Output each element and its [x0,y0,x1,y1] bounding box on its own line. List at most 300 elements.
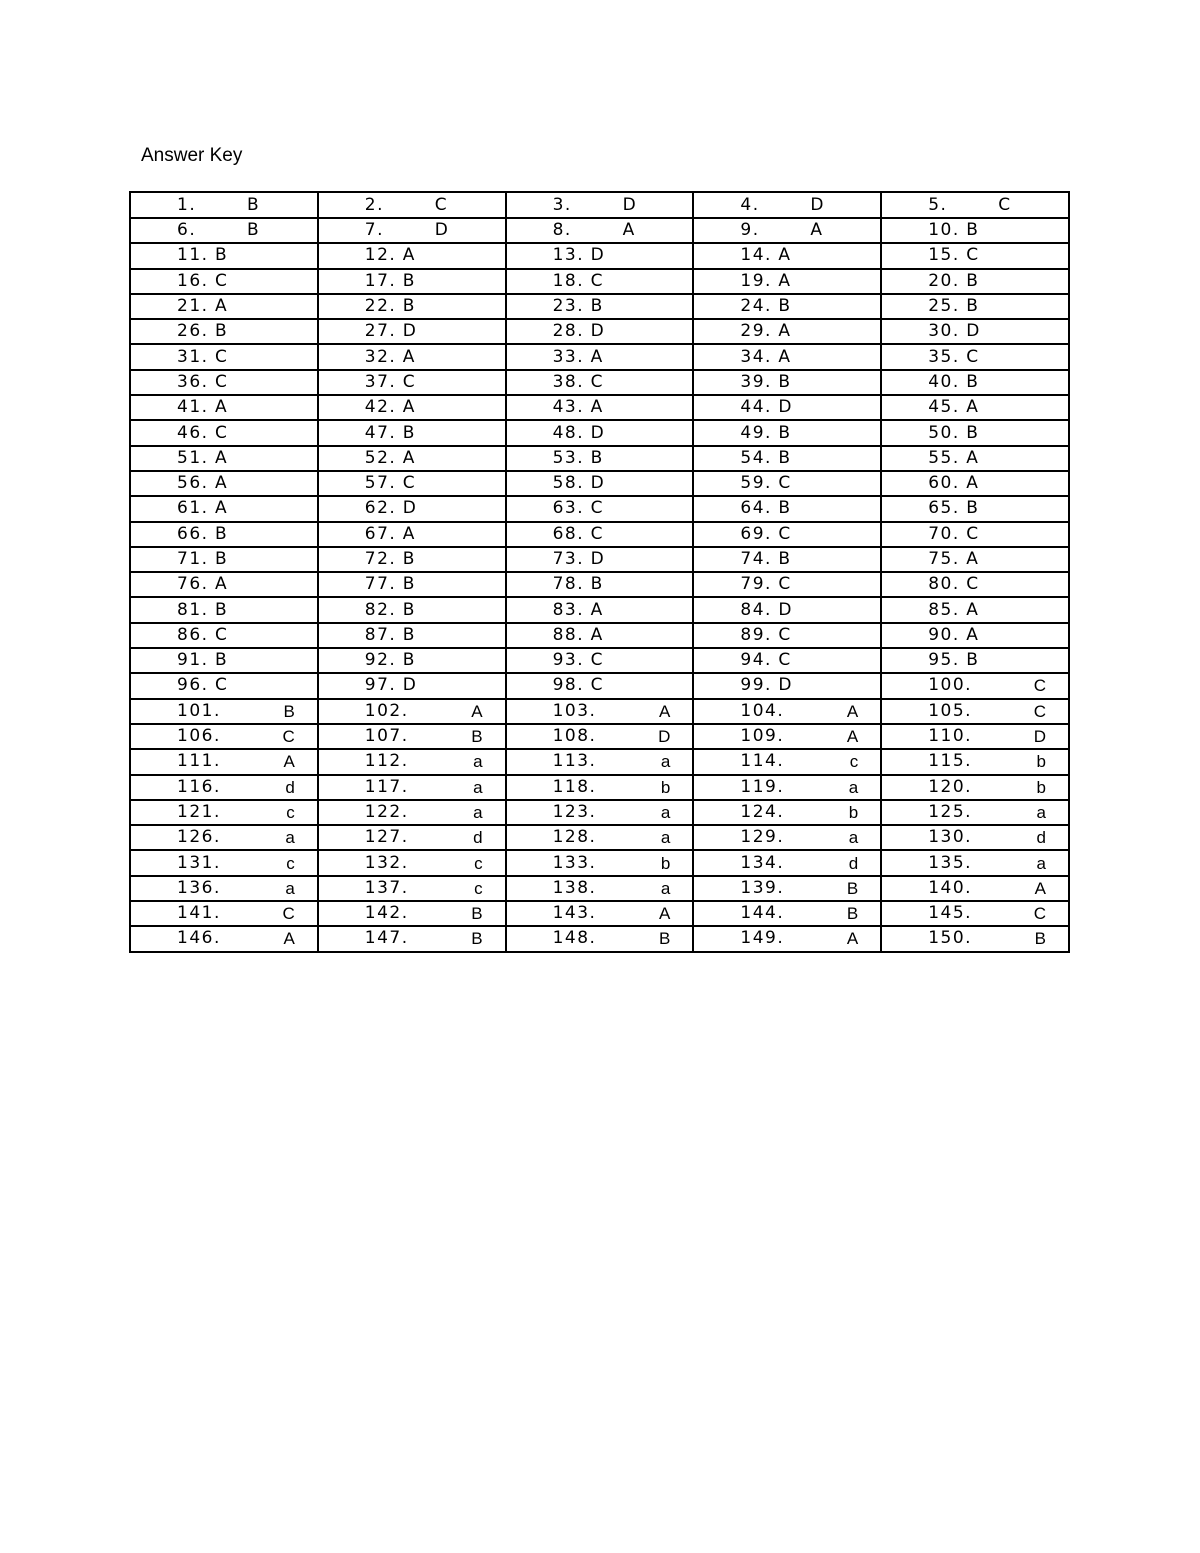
answer-letter: B [590,574,603,595]
answer-cell [130,825,318,850]
answer-letter: A [590,599,603,620]
answer-cell [318,319,506,344]
answer-cell [506,420,694,445]
answer-cell [881,926,1069,951]
question-number: 76. [177,574,209,595]
answer-cell [693,269,881,294]
answer-letter: C [282,727,295,747]
question-number: 127. [364,827,409,848]
answer-cell [693,597,881,622]
question-number: 55. [928,447,960,468]
question-number: 93. [552,650,585,671]
answer-letter: A [215,447,227,468]
question-number: 41. [177,397,209,418]
answer-letter: A [778,270,791,291]
answer-cell [881,825,1069,850]
answer-cell [130,699,318,724]
answer-cell [693,673,881,698]
answer-letter: A [966,397,978,418]
answer-cell [130,775,318,800]
answer-letter: A [846,727,859,747]
answer-cell [881,192,1069,218]
answer-cell [318,496,506,521]
question-number: 86. [177,624,209,645]
answer-letter: d [848,853,859,873]
answer-cell [318,370,506,395]
answer-cell [318,269,506,294]
question-number: 28. [552,321,585,342]
answer-letter: A [215,397,227,418]
question-number: 50. [928,422,960,443]
answer-cell [318,446,506,471]
answer-cell [130,572,318,597]
table-row [130,673,1069,698]
answer-cell [318,850,506,875]
answer-cell [130,446,318,471]
question-number: 118. [552,776,597,797]
question-number: 19. [740,270,772,291]
table-row [130,269,1069,294]
answer-cell [506,648,694,673]
answer-letter: A [1034,878,1046,898]
answer-letter: a [1036,802,1046,822]
question-number: 60. [928,473,960,494]
answer-letter: D [778,397,792,418]
question-number: 91. [177,650,209,671]
question-number: 29. [740,321,772,342]
answer-cell [130,243,318,268]
answer-letter: B [402,650,415,671]
answer-cell [693,724,881,749]
question-number: 97. [364,675,397,696]
question-number: 82. [364,599,397,620]
question-number: 16. [177,270,209,291]
answer-letter: A [966,473,978,494]
answer-letter: A [622,220,635,241]
answer-cell [881,572,1069,597]
answer-cell [318,749,506,774]
answer-letter: C [778,624,791,645]
answer-letter: A [590,346,603,367]
answer-letter: D [590,245,604,266]
question-number: 14. [740,245,772,266]
answer-cell [881,522,1069,547]
answer-letter: A [402,397,415,418]
question-number: 105. [928,700,973,721]
answer-letter: b [660,777,671,797]
answer-letter: C [778,473,791,494]
question-number: 6. [177,220,197,241]
question-number: 36. [177,371,209,392]
question-number: 10. [928,220,960,241]
answer-cell [506,269,694,294]
answer-letter: B [590,447,603,468]
answer-letter: D [622,194,636,215]
question-number: 113. [552,751,597,772]
question-number: 45. [928,397,960,418]
answer-letter: B [215,523,227,544]
answer-cell [318,344,506,369]
question-number: 2. [364,194,385,215]
answer-letter: a [285,828,295,848]
question-number: 73. [552,549,585,569]
answer-letter: B [846,878,859,898]
answer-cell [130,597,318,622]
answer-cell [506,547,694,572]
answer-cell [506,597,694,622]
table-row [130,775,1069,800]
answer-cell [693,243,881,268]
question-number: 130. [928,827,973,848]
question-number: 81. [177,599,209,620]
answer-letter: B [215,549,227,569]
answer-cell [318,218,506,243]
table-row [130,648,1069,673]
answer-letter: B [778,447,791,468]
answer-cell [506,850,694,875]
answer-cell [130,395,318,420]
answer-letter: b [1036,777,1046,797]
answer-cell [881,218,1069,243]
answer-letter: B [215,321,227,342]
answer-cell [506,800,694,825]
question-number: 27. [364,321,397,342]
answer-cell [693,800,881,825]
question-number: 1. [177,194,197,215]
table-row [130,319,1069,344]
question-number: 99. [740,675,772,696]
question-number: 87. [364,624,397,645]
answer-cell [318,673,506,698]
question-number: 100. [928,675,973,696]
table-row [130,496,1069,521]
answer-cell [693,446,881,471]
answer-cell [693,876,881,901]
question-number: 9. [740,220,760,241]
answer-key-table [129,191,1070,953]
answer-cell [318,294,506,319]
question-number: 110. [928,726,973,747]
answer-cell [130,926,318,951]
answer-letter: C [215,371,227,392]
answer-letter: A [215,574,227,595]
answer-letter: B [846,904,859,924]
answer-letter: C [590,650,603,671]
answer-letter: A [215,473,227,494]
answer-cell [506,192,694,218]
answer-cell [881,420,1069,445]
answer-letter: a [473,802,483,822]
answer-cell [693,370,881,395]
answer-cell [693,699,881,724]
question-number: 117. [364,776,409,797]
question-number: 131. [177,852,221,873]
answer-letter: A [590,397,603,418]
answer-cell [693,395,881,420]
question-number: 3. [552,194,572,215]
answer-letter: D [810,194,824,215]
answer-cell [881,901,1069,926]
table-row [130,294,1069,319]
answer-letter: A [402,447,415,468]
answer-cell [506,572,694,597]
answer-cell [506,673,694,698]
answer-letter: C [282,904,295,924]
table-row [130,825,1069,850]
answer-letter: B [402,574,415,595]
answer-letter: C [998,194,1011,215]
answer-letter: a [1036,853,1046,873]
answer-cell [881,471,1069,496]
question-number: 92. [364,650,397,671]
question-number: 140. [928,877,973,898]
answer-cell [130,876,318,901]
answer-cell [506,699,694,724]
answer-cell [318,420,506,445]
answer-letter: a [660,828,671,848]
answer-cell [881,648,1069,673]
question-number: 149. [740,928,785,949]
answer-letter: B [215,650,227,671]
answer-cell [130,850,318,875]
answer-cell [693,420,881,445]
question-number: 70. [928,523,960,544]
answer-letter: c [849,752,859,772]
answer-letter: D [590,422,604,443]
answer-letter: C [1033,701,1046,721]
answer-letter: A [402,245,415,266]
answer-letter: b [848,802,859,822]
answer-cell [881,597,1069,622]
answer-letter: B [1034,929,1046,949]
question-number: 71. [177,549,209,569]
answer-cell [506,344,694,369]
question-number: 4. [740,194,760,215]
answer-cell [693,547,881,572]
answer-cell [506,446,694,471]
question-number: 38. [552,371,585,392]
answer-cell [881,446,1069,471]
answer-cell [881,850,1069,875]
answer-cell [693,496,881,521]
answer-letter: D [1033,727,1046,747]
answer-cell [130,901,318,926]
answer-cell [318,699,506,724]
answer-letter: B [215,599,227,620]
question-number: 147. [364,928,409,949]
answer-cell [693,192,881,218]
question-number: 134. [740,852,785,873]
answer-cell [506,825,694,850]
answer-letter: C [215,346,227,367]
question-number: 25. [928,296,960,317]
question-number: 124. [740,801,785,822]
question-number: 72. [364,549,397,569]
answer-cell [881,395,1069,420]
answer-cell [318,901,506,926]
answer-letter: D [778,675,792,696]
question-number: 58. [552,473,585,494]
question-number: 68. [552,523,585,544]
answer-letter: B [402,624,415,645]
answer-cell [318,243,506,268]
question-number: 108. [552,726,597,747]
answer-letter: B [590,296,603,317]
question-number: 5. [928,194,948,215]
question-number: 77. [364,574,397,595]
question-number: 111. [177,751,221,772]
answer-cell [130,673,318,698]
answer-letter: B [247,194,259,215]
answer-letter: C [590,498,603,519]
question-number: 53. [552,447,585,468]
answer-letter: A [966,447,978,468]
question-number: 119. [740,776,785,797]
question-number: 84. [740,599,772,620]
answer-letter: B [778,296,791,317]
question-number: 37. [364,371,397,392]
answer-letter: D [434,220,448,241]
answer-letter: B [471,727,483,747]
answer-cell [318,572,506,597]
answer-letter: a [848,777,859,797]
answer-letter: a [285,878,295,898]
answer-cell [130,218,318,243]
answer-letter: C [966,245,979,266]
answer-letter: d [285,777,295,797]
answer-letter: C [1033,904,1046,924]
question-number: 39. [740,371,772,392]
answer-cell [693,471,881,496]
question-number: 144. [740,903,785,924]
answer-letter: D [658,727,671,747]
question-number: 62. [364,498,397,519]
question-number: 104. [740,700,785,721]
answer-letter: B [966,498,978,519]
answer-letter: A [966,599,978,620]
answer-letter: A [283,929,295,949]
answer-letter: A [659,701,671,721]
answer-cell [881,623,1069,648]
question-number: 89. [740,624,772,645]
question-number: 79. [740,574,772,595]
answer-cell [881,775,1069,800]
question-number: 57. [364,473,397,494]
question-number: 142. [364,903,409,924]
question-number: 146. [177,928,221,949]
table-row [130,218,1069,243]
answer-letter: B [778,498,791,519]
table-row [130,850,1069,875]
answer-cell [506,395,694,420]
question-number: 107. [364,726,409,747]
answer-letter: d [1036,828,1046,848]
question-number: 137. [364,877,409,898]
question-number: 23. [552,296,585,317]
answer-letter: c [474,878,483,898]
answer-cell [881,749,1069,774]
answer-letter: d [473,828,483,848]
question-number: 125. [928,801,973,822]
question-number: 67. [364,523,397,544]
table-row [130,800,1069,825]
answer-cell [506,522,694,547]
answer-letter: C [590,675,603,696]
answer-cell [693,522,881,547]
answer-letter: C [590,523,603,544]
question-number: 136. [177,877,221,898]
question-number: 74. [740,549,772,569]
answer-cell [693,825,881,850]
question-number: 115. [928,751,973,772]
answer-letter: C [215,675,227,696]
question-number: 12. [364,245,397,266]
question-number: 47. [364,422,397,443]
answer-cell [881,243,1069,268]
answer-letter: B [471,929,483,949]
answer-letter: B [402,422,415,443]
table-row [130,395,1069,420]
table-row [130,926,1069,951]
answer-letter: c [286,802,295,822]
answer-cell [881,370,1069,395]
table-row [130,597,1069,622]
answer-cell [693,749,881,774]
answer-letter: C [778,650,791,671]
answer-cell [506,471,694,496]
question-number: 65. [928,498,960,519]
answer-cell [318,395,506,420]
answer-cell [130,294,318,319]
answer-cell [130,623,318,648]
answer-letter: c [474,853,483,873]
answer-letter: B [966,270,978,291]
question-number: 66. [177,523,209,544]
answer-cell [506,294,694,319]
answer-letter: B [659,929,671,949]
page-title: Answer Key [141,145,243,166]
answer-cell [318,192,506,218]
question-number: 123. [552,801,597,822]
question-number: 88. [552,624,585,645]
answer-letter: C [402,473,415,494]
question-number: 31. [177,346,209,367]
question-number: 122. [364,801,409,822]
answer-letter: D [966,321,980,342]
answer-cell [130,471,318,496]
answer-cell [881,876,1069,901]
question-number: 22. [364,296,397,317]
table-row [130,420,1069,445]
question-number: 96. [177,675,209,696]
answer-cell [506,496,694,521]
answer-cell [318,623,506,648]
answer-letter: C [966,574,979,595]
answer-letter: D [778,599,792,620]
question-number: 78. [552,574,585,595]
question-number: 56. [177,473,209,494]
question-number: 30. [928,321,960,342]
answer-letter: B [283,701,295,721]
answer-letter: D [402,675,416,696]
answer-cell [693,344,881,369]
question-number: 109. [740,726,785,747]
answer-letter: a [473,777,483,797]
answer-cell [881,269,1069,294]
answer-letter: A [283,752,295,772]
question-number: 114. [740,751,785,772]
answer-cell [506,901,694,926]
